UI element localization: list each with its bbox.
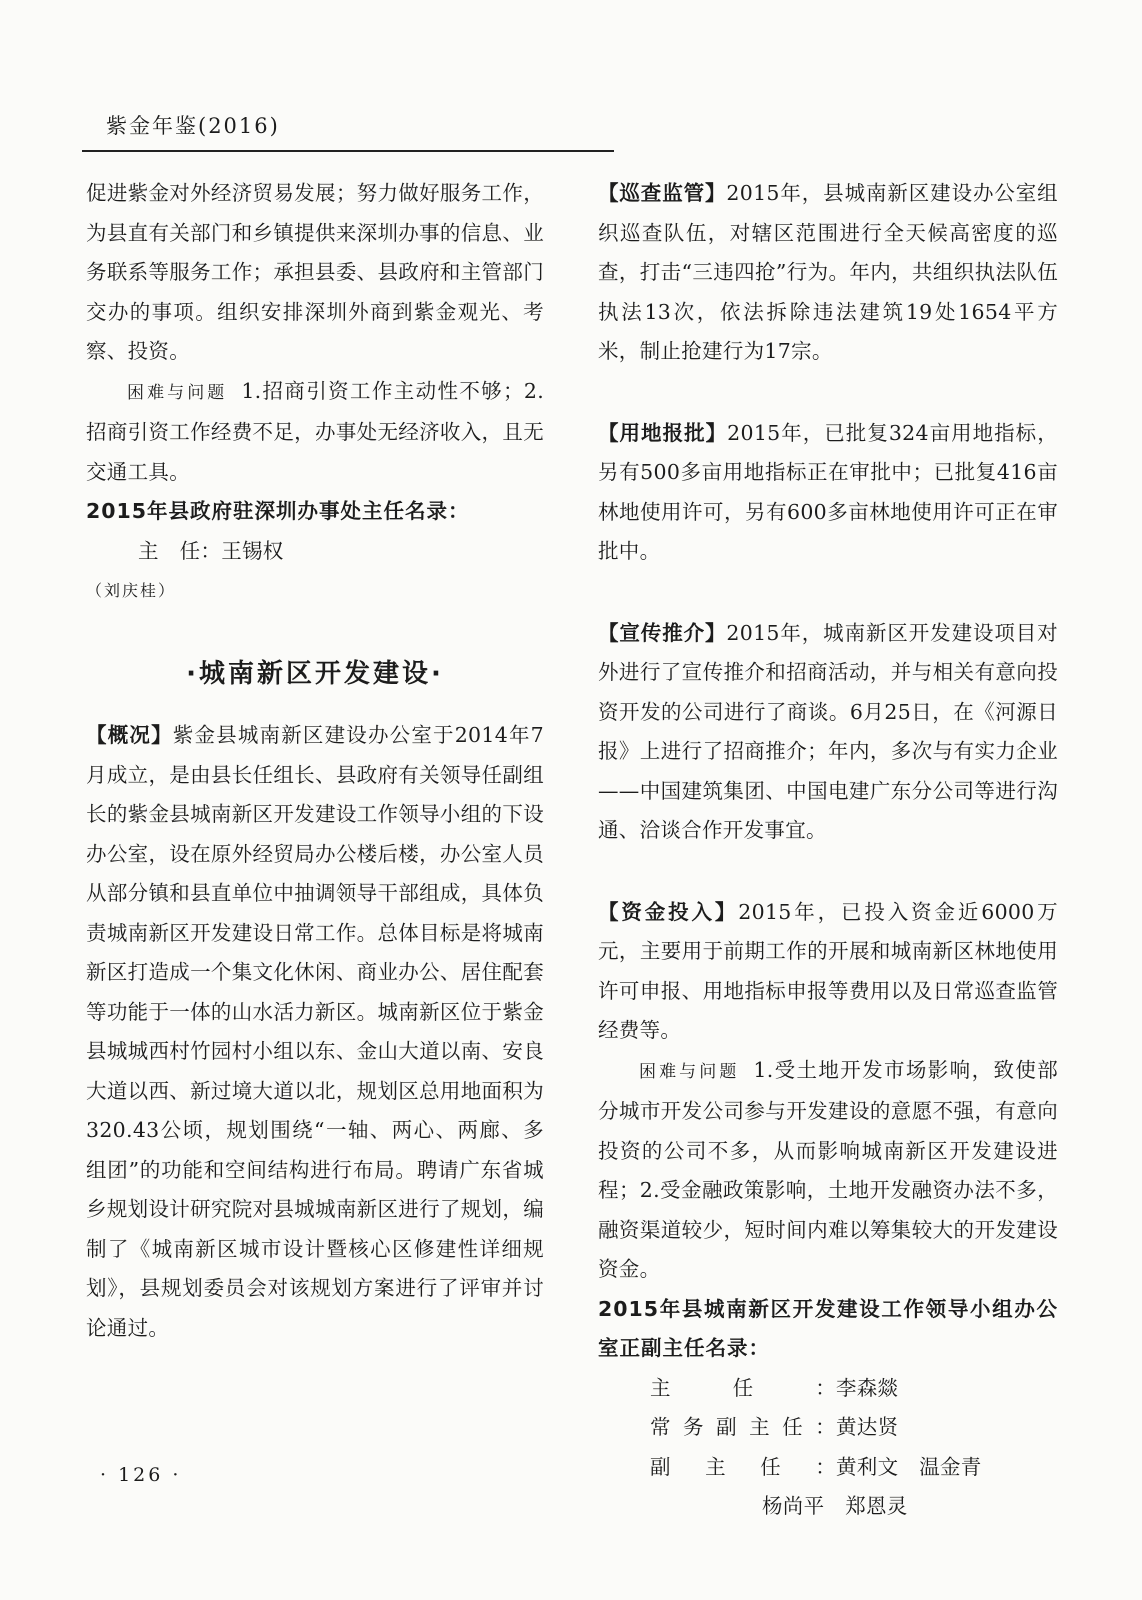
right-column: [598, 174, 1058, 1527]
roster-heading: 2015年县政府驻深圳办事处主任名录：: [86, 499, 470, 523]
officer-names: 黄达贤: [836, 1415, 899, 1439]
problems-label-right: 困难与问题: [639, 1061, 740, 1082]
roster-heading-right: 2015年县城南新区开发建设工作领导小组办公室正副主任名录：: [598, 1296, 1058, 1360]
land-keyword: 【用地报批】: [598, 420, 728, 445]
overview-keyword: 【概况】: [86, 723, 173, 747]
office-duties-paragraph: 促进紫金对外经济贸易发展；努力做好服务工作，为县直有关部门和乡镇提供来深圳办事的信息、业务联系等服务工作；承担县委、县政府和主管部门交办的事项。组织安排深圳外商到紫金观光、考察、投资。: [86, 181, 544, 363]
problems-paragraph-right: [598, 1051, 1058, 1290]
land-text: 2015年，已批复324亩用地指标，另有500多亩用地指标正在审批中；已批复416亩林地使用许可，另有600多亩林地使用许可正在审批中。: [598, 420, 1058, 563]
officer-names: 黄利文 温金青: [836, 1454, 982, 1479]
promo-keyword: 【宣传推介】: [598, 620, 727, 645]
left-column: [86, 174, 544, 1348]
problems-paragraph: [86, 372, 544, 493]
problems-text: 1.招商引资工作主动性不够；2.招商引资工作经费不足，办事处无经济收入，且无交通工具。: [86, 378, 545, 484]
promo-text: 2015年，城南新区开发建设项目对外进行了宣传推介和招商活动，并与相关有意向投资开发的公司进行了商谈。6月25日，在《河源日报》上进行了招商推介；年内，多次与有实力企业——中国建筑集团、中国电建广东分公司等进行沟通、洽谈合作开发事宜。: [598, 620, 1058, 842]
problems-label: 困难与问题: [127, 382, 228, 403]
patrol-paragraph: [598, 174, 1058, 372]
overview-text: 紫金县城南新区建设办公室于2014年7月成立，是由县长任组长、县政府有关领导任副组长的紫金县城南新区开发建设工作领导小组的下设办公室，设在原外经贸局办公楼后楼，办公室人员从部分镇和县直单位中抽调领导干部组成，具体负责城南新区开发建设日常工作。总体目标是将城南新区打造成一个集文化休闲、商业办公、居住配套等功能于一体的山水活力新区。城南新区位于紫金县城城西村竹园村小组以东、金山大道以南、安良大道以西、新过境大道以北，规划区总用地面积为320.43公顷，规划围绕“一轴、两心、两廊、多组团”的功能和空间结构进行布局。聘请广东省城乡规划设计研究院对县城城南新区进行了规划，编制了《城南新区城市设计暨核心区修建性详细规划》，县规划委员会对该规划方案进行了评审并讨论通过。: [86, 723, 545, 1340]
officer-row-deputy: [598, 1448, 1058, 1488]
section-title: ·城南新区开发建设·: [186, 658, 444, 689]
officer-names-continued: 杨尚平 郑恩灵: [762, 1494, 908, 1518]
overview-paragraph: [86, 716, 544, 1348]
author-credit: （刘庆桂）: [86, 581, 177, 600]
page-number: · 126 ·: [100, 1464, 182, 1486]
running-head: 紫金年鉴(2016): [106, 114, 280, 138]
header-rule: [82, 150, 614, 152]
patrol-keyword: 【巡查监管】: [598, 181, 727, 205]
promo-paragraph: [598, 614, 1058, 851]
officer-title: 常务副主任：: [650, 1415, 836, 1439]
patrol-text: 2015年，县城南新区建设办公室组织巡查队伍，对辖区范围进行全天候高密度的巡查，打击“三违四抢”行为。年内，共组织执法队伍执法13次，依法拆除违法建筑19处1654平方米，制止抢建行为17宗。: [598, 181, 1058, 363]
land-paragraph: [598, 414, 1058, 572]
roster-line: 主 任：王锡权: [138, 538, 284, 563]
problems-text-right: 1.受土地开发市场影响，致使部分城市开发公司参与开发建设的意愿不强，有意向投资的公司不多，从而影响城南新区开发建设进程；2.受金融政策影响，土地开发融资办法不多，融资渠道较少，短时间内难以筹集较大的开发建设资金。: [598, 1057, 1059, 1281]
funds-text: 2015年，已投入资金近6000万元，主要用于前期工作的开展和城南新区林地使用许可申报、用地指标申报等费用以及日常巡查监管经费等。: [598, 899, 1058, 1042]
funds-paragraph: [598, 893, 1058, 1051]
officer-title: 副主任：: [650, 1454, 836, 1479]
funds-keyword: 【资金投入】: [598, 899, 739, 924]
officer-names: 李森燚: [836, 1375, 899, 1400]
officer-row-director: [598, 1369, 1058, 1409]
officer-title: 主任：: [650, 1375, 836, 1400]
officer-row-executive-deputy: [598, 1408, 1058, 1448]
